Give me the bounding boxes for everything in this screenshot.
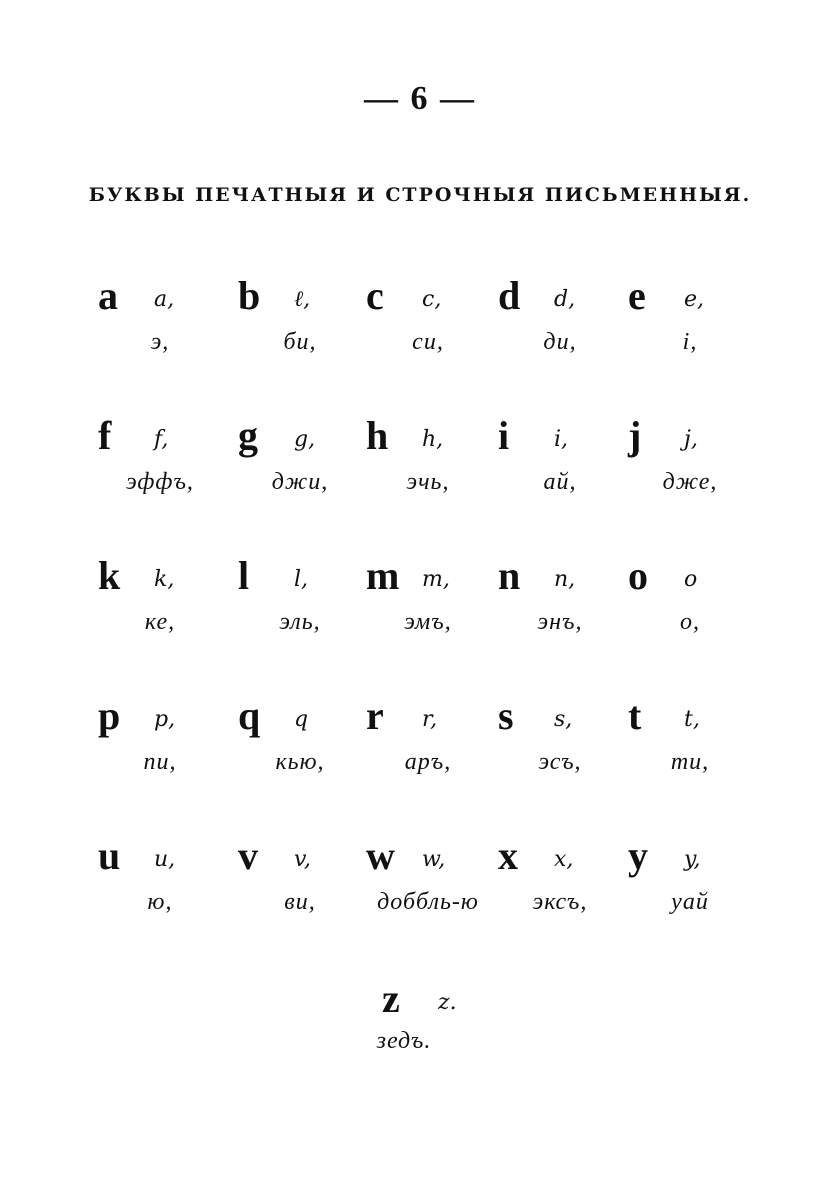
script-letter: n, xyxy=(554,567,576,592)
letter-row xyxy=(96,695,736,835)
letter-cell xyxy=(496,555,624,665)
letter-name: аръ, xyxy=(404,749,452,775)
letter-name: доббль-ю xyxy=(377,889,479,915)
script-letter: r, xyxy=(422,707,438,732)
letter-name: эсъ, xyxy=(538,749,582,775)
letter-name: ди, xyxy=(543,329,577,355)
letter-name: эмъ, xyxy=(404,609,452,635)
letter-name: о, xyxy=(680,609,700,635)
printed-letter: t xyxy=(628,693,642,738)
script-letter: y, xyxy=(684,847,701,872)
printed-letter: h xyxy=(366,413,389,458)
printed-letter: f xyxy=(98,413,112,458)
script-letter: h, xyxy=(422,427,444,452)
letter-cell xyxy=(626,555,754,665)
letter-cell xyxy=(364,555,492,665)
letter-cell xyxy=(496,275,624,385)
script-letter: g, xyxy=(294,427,316,452)
letter-row xyxy=(96,835,736,975)
letter-cell xyxy=(364,695,492,805)
letter-cell xyxy=(236,695,364,805)
printed-letter: p xyxy=(98,693,121,738)
script-letter: d, xyxy=(554,287,576,312)
printed-letter: n xyxy=(498,553,521,598)
letter-cell xyxy=(496,835,624,945)
letter-name: ю, xyxy=(147,889,173,915)
letter-cell xyxy=(496,695,624,805)
script-letter: k, xyxy=(154,567,175,592)
printed-letter: g xyxy=(238,413,258,458)
printed-letter: m xyxy=(366,553,400,598)
letter-row xyxy=(96,275,736,415)
script-letter: q xyxy=(294,707,309,732)
printed-letter: i xyxy=(498,413,510,458)
script-letter: u, xyxy=(154,847,176,872)
script-letter: z. xyxy=(438,990,457,1015)
letter-name: ви, xyxy=(284,889,316,915)
script-letter: w, xyxy=(422,847,446,872)
script-letter: i, xyxy=(554,427,569,452)
letter-name: энъ, xyxy=(537,609,583,635)
letter-cell xyxy=(626,695,754,805)
letter-name: би, xyxy=(283,329,317,355)
script-letter: s, xyxy=(554,707,573,732)
letter-name: си, xyxy=(412,329,444,355)
printed-letter: e xyxy=(628,273,646,318)
letter-name: пи, xyxy=(143,749,177,775)
printed-letter: x xyxy=(498,833,518,878)
letter-name: эксъ, xyxy=(532,889,588,915)
printed-letter: c xyxy=(366,273,384,318)
script-letter: p, xyxy=(154,707,176,732)
letter-name: ти, xyxy=(670,749,710,775)
letter-row xyxy=(96,555,736,695)
letter-cell xyxy=(236,415,364,525)
printed-letter: u xyxy=(98,833,121,878)
letter-name: эчь, xyxy=(406,469,450,495)
letter-cell xyxy=(96,835,224,945)
script-letter: v, xyxy=(294,847,311,872)
script-letter: c, xyxy=(422,287,442,312)
printed-letter: y xyxy=(628,833,648,878)
letter-name: i, xyxy=(682,329,698,355)
printed-letter: b xyxy=(238,273,261,318)
script-letter: j, xyxy=(684,427,698,452)
letter-name: ке, xyxy=(144,609,176,635)
printed-letter: k xyxy=(98,553,121,598)
letter-cell xyxy=(96,275,224,385)
script-letter: m, xyxy=(422,567,450,592)
letter-cell xyxy=(96,415,224,525)
printed-letter: q xyxy=(238,693,261,738)
letter-row xyxy=(96,415,736,555)
letter-name: эль, xyxy=(279,609,321,635)
letter-cell xyxy=(96,695,224,805)
printed-letter: z xyxy=(382,976,400,1021)
letter-cell xyxy=(364,835,492,945)
page-heading: БУКВЫ ПЕЧАТНЫЯ И СТРОЧНЫЯ ПИСЬМЕННЫЯ. xyxy=(88,184,752,206)
letter-name: кью, xyxy=(275,749,325,775)
printed-letter: j xyxy=(628,413,642,458)
letter-name: зедъ. xyxy=(376,1028,432,1054)
letter-name: джи, xyxy=(271,469,329,495)
letter-cell-z xyxy=(376,976,508,1088)
printed-letter: w xyxy=(366,833,395,878)
letter-name: ай, xyxy=(543,469,577,495)
printed-letter: l xyxy=(238,553,250,598)
letter-cell xyxy=(96,555,224,665)
letter-name: уай xyxy=(671,889,709,915)
letter-cell xyxy=(626,415,754,525)
script-letter: ℓ, xyxy=(294,287,311,312)
script-letter: e, xyxy=(684,287,705,312)
printed-letter: d xyxy=(498,273,521,318)
letter-name: эффъ, xyxy=(126,469,194,495)
letter-cell xyxy=(364,275,492,385)
alphabet-grid xyxy=(96,275,736,975)
script-letter: a, xyxy=(154,287,175,312)
letter-name: э, xyxy=(150,329,170,355)
script-letter: t, xyxy=(684,707,700,732)
printed-letter: o xyxy=(628,553,648,598)
script-letter: o xyxy=(684,567,698,592)
script-letter: f, xyxy=(154,427,169,452)
letter-cell xyxy=(626,275,754,385)
script-letter: x, xyxy=(554,847,574,872)
letter-cell xyxy=(496,415,624,525)
letter-cell xyxy=(364,415,492,525)
letter-name: дже, xyxy=(662,469,718,495)
letter-cell xyxy=(236,555,364,665)
printed-letter: v xyxy=(238,833,258,878)
printed-letter: a xyxy=(98,273,118,318)
page-number: — 6 — xyxy=(364,80,476,117)
script-letter: l, xyxy=(294,567,309,592)
letter-cell xyxy=(236,835,364,945)
letter-cell xyxy=(236,275,364,385)
printed-letter: s xyxy=(498,693,514,738)
letter-cell xyxy=(626,835,754,945)
printed-letter: r xyxy=(366,693,384,738)
